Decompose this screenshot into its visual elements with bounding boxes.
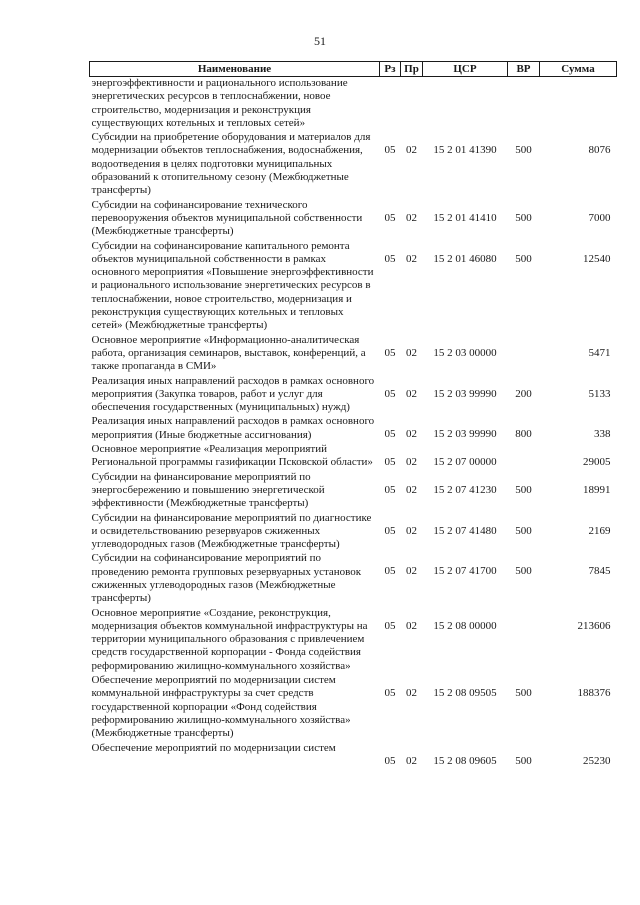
cell-pr: 02 bbox=[406, 687, 417, 700]
cell-csr bbox=[423, 77, 508, 132]
cell-rz: 05 bbox=[384, 687, 396, 700]
cell-rz bbox=[380, 77, 401, 132]
cell-pr: 02 bbox=[406, 456, 417, 469]
cell-name: Обеспечение мероприятий по модернизации систем bbox=[91, 741, 336, 754]
table-row bbox=[90, 443, 617, 471]
cell-sum: 7000 bbox=[588, 211, 611, 224]
cell-csr: 15 2 08 09605 bbox=[433, 754, 497, 767]
table-row bbox=[90, 199, 617, 240]
cell-pr: 02 bbox=[406, 619, 417, 632]
cell-sum: 8076 bbox=[588, 144, 611, 157]
cell-sum: 5133 bbox=[588, 387, 611, 400]
cell-pr: 02 bbox=[406, 252, 417, 265]
cell-rz: 05 bbox=[384, 346, 396, 359]
header-csr: ЦСР bbox=[423, 62, 508, 77]
cell-name: Основное мероприятие «Создание, реконструкция, модернизация объектов коммунальной инфраструктуры на территории муниципального образования с привлечением средств государственной корпорации - Фонда содействия реформированию жилищно-коммунального хозяйства» bbox=[91, 606, 368, 672]
cell-vr: 500 bbox=[515, 687, 532, 700]
cell-sum: 213606 bbox=[577, 619, 611, 632]
table-row bbox=[90, 415, 617, 443]
cell-vr bbox=[508, 443, 540, 471]
cell-name: энергоэффективности и рационального использование энергетических ресурсов в теплоснабжении, новое строительство, модернизация и реконструкция существующих котельных и тепловых сетей» bbox=[91, 77, 348, 129]
cell-csr: 15 2 03 00000 bbox=[433, 346, 497, 359]
cell-pr: 02 bbox=[406, 483, 417, 496]
cell-name: Субсидии на финансирование мероприятий по энергосбережению и повышению энергетической эффективности (Межбюджетные трансферты) bbox=[91, 470, 325, 510]
cell-name: Обеспечение мероприятий по модернизации систем коммунальной инфраструктуры за счет средств государственной корпорации «Фонд содействия реформированию жилищно-коммунального хозяйства» (Межбюджетные трансферты) bbox=[91, 674, 351, 740]
cell-vr: 800 bbox=[515, 428, 532, 441]
cell-rz: 05 bbox=[384, 456, 396, 469]
cell-name: Субсидии на софинансирование капитального ремонта объектов муниципальной собственности в рамках основного мероприятия «Повышение энергоэффективности и рационального использование энергетических ресурсов в теплоснабжении, новое строительство, модернизация и реконструкция существующих котельных и тепловых сетей» (Межбюджетные трансферты) bbox=[91, 239, 374, 332]
cell-pr: 02 bbox=[406, 144, 417, 157]
cell-rz: 05 bbox=[384, 211, 396, 224]
cell-pr: 02 bbox=[406, 211, 417, 224]
cell-rz: 05 bbox=[384, 483, 396, 496]
cell-name: Реализация иных направлений расходов в рамках основного мероприятия (Иные бюджетные ассигнования) bbox=[91, 415, 375, 441]
cell-csr: 15 2 08 09505 bbox=[433, 687, 497, 700]
cell-sum: 18991 bbox=[583, 483, 611, 496]
cell-vr bbox=[508, 334, 540, 375]
table-row bbox=[90, 742, 617, 769]
cell-pr: 02 bbox=[406, 387, 417, 400]
table-row bbox=[90, 375, 617, 416]
header-sum: Сумма bbox=[540, 62, 617, 77]
cell-name: Основное мероприятие «Реализация мероприятий Региональной программы газификации Псковской области» bbox=[91, 443, 373, 469]
cell-name: Субсидии на софинансирование мероприятий по проведению ремонта групповых резервуарных установок сжиженных углеводородных газов (Межбюджетные трансферты) bbox=[91, 552, 362, 605]
cell-vr: 500 bbox=[515, 524, 532, 537]
cell-csr: 15 2 07 00000 bbox=[433, 456, 497, 469]
cell-name: Реализация иных направлений расходов в рамках основного мероприятия (Закупка товаров, работ и услуг для обеспечения государственных (муниципальных) нужд) bbox=[91, 374, 375, 414]
table-row bbox=[90, 607, 617, 674]
cell-vr: 500 bbox=[515, 211, 532, 224]
cell-csr: 15 2 01 46080 bbox=[433, 252, 497, 265]
cell-rz: 05 bbox=[384, 524, 396, 537]
cell-sum: 338 bbox=[594, 428, 611, 441]
cell-pr: 02 bbox=[406, 565, 417, 578]
cell-rz: 05 bbox=[384, 754, 396, 767]
cell-rz: 05 bbox=[384, 428, 396, 441]
header-name: Наименование bbox=[90, 62, 380, 77]
cell-csr: 15 2 07 41230 bbox=[433, 483, 497, 496]
cell-vr: 200 bbox=[515, 387, 532, 400]
cell-csr: 15 2 01 41390 bbox=[433, 144, 497, 157]
cell-pr: 02 bbox=[406, 346, 417, 359]
cell-csr: 15 2 07 41700 bbox=[433, 565, 497, 578]
cell-sum: 12540 bbox=[583, 252, 611, 265]
cell-name: Основное мероприятие «Информационно-аналитическая работа, организация семинаров, выставок, конференций, а также пропаганда в СМИ» bbox=[91, 333, 366, 373]
cell-csr: 15 2 07 41480 bbox=[433, 524, 497, 537]
header-vr: ВР bbox=[508, 62, 540, 77]
table-row bbox=[90, 334, 617, 375]
cell-pr: 02 bbox=[406, 428, 417, 441]
cell-rz: 05 bbox=[384, 619, 396, 632]
table-row bbox=[90, 131, 617, 198]
header-rz: Рз bbox=[380, 62, 401, 77]
cell-csr: 15 2 08 00000 bbox=[433, 619, 497, 632]
table-row bbox=[90, 552, 617, 606]
cell-csr: 15 2 03 99990 bbox=[433, 387, 497, 400]
budget-table bbox=[89, 61, 617, 769]
cell-vr: 500 bbox=[515, 483, 532, 496]
cell-rz: 05 bbox=[384, 387, 396, 400]
table-header-row bbox=[90, 62, 617, 77]
cell-sum: 29005 bbox=[583, 456, 611, 469]
page-number: 51 bbox=[314, 34, 326, 48]
table-row bbox=[90, 77, 617, 132]
cell-csr: 15 2 01 41410 bbox=[433, 211, 497, 224]
cell-rz: 05 bbox=[384, 565, 396, 578]
cell-pr: 02 bbox=[406, 524, 417, 537]
cell-vr: 500 bbox=[515, 144, 532, 157]
cell-sum: 25230 bbox=[583, 754, 611, 767]
table-row bbox=[90, 674, 617, 741]
header-pr: Пр bbox=[401, 62, 423, 77]
table-row bbox=[90, 471, 617, 512]
cell-sum bbox=[540, 77, 617, 132]
table-body bbox=[90, 77, 617, 769]
cell-pr bbox=[401, 77, 423, 132]
cell-vr bbox=[508, 77, 540, 132]
cell-vr: 500 bbox=[515, 754, 532, 767]
cell-sum: 188376 bbox=[577, 687, 611, 700]
cell-sum: 5471 bbox=[588, 346, 611, 359]
cell-csr: 15 2 03 99990 bbox=[433, 428, 497, 441]
cell-vr bbox=[508, 607, 540, 674]
cell-name: Субсидии на приобретение оборудования и материалов для модернизации объектов теплоснабжения, водоснабжения, водоотведения в целях подготовки муниципальных образований к отопительному сезону (Межбюджетные трансферты) bbox=[91, 131, 371, 197]
table-row bbox=[90, 512, 617, 553]
cell-sum: 2169 bbox=[588, 524, 611, 537]
cell-vr: 500 bbox=[515, 252, 532, 265]
cell-rz: 05 bbox=[384, 252, 396, 265]
cell-name: Субсидии на софинансирование технического перевооружения объектов муниципальной собственности (Межбюджетные трансферты) bbox=[91, 198, 363, 238]
table-row bbox=[90, 240, 617, 334]
cell-rz: 05 bbox=[384, 144, 396, 157]
cell-vr: 500 bbox=[515, 565, 532, 578]
cell-sum: 7845 bbox=[588, 565, 611, 578]
cell-pr: 02 bbox=[406, 754, 417, 767]
cell-name: Субсидии на финансирование мероприятий по диагностике и освидетельствованию резервуаров сжиженных углеводородных газов (Межбюджетные трансферты) bbox=[91, 511, 372, 551]
